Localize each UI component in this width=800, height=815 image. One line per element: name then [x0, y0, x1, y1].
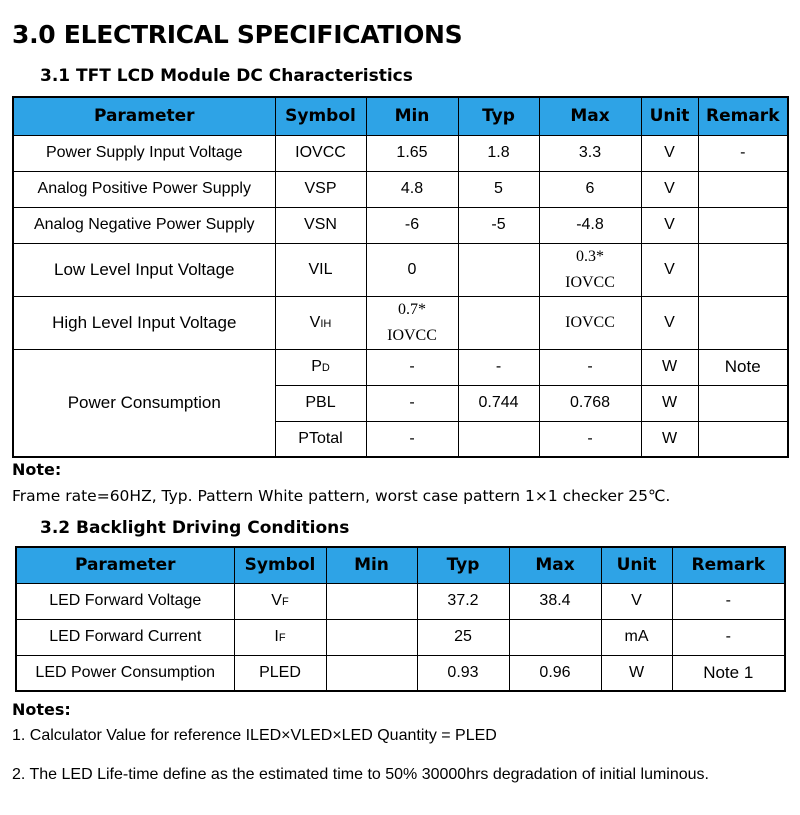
backlight-table — [15, 546, 786, 692]
cell-symbol: VSN — [275, 207, 366, 243]
cell-typ — [458, 421, 539, 457]
cell-min — [326, 583, 417, 619]
cell-remark: Note 1 — [672, 655, 785, 691]
dc-characteristics-table — [12, 96, 789, 458]
cell-symbol: VIL — [275, 243, 366, 296]
cell-typ — [458, 243, 539, 296]
cell-min — [366, 296, 458, 349]
table-row — [13, 171, 788, 207]
page-title: 3.0 ELECTRICAL SPECIFICATIONS — [12, 20, 463, 49]
cell-min: - — [366, 385, 458, 421]
cell-parameter: Analog Negative Power Supply — [13, 207, 275, 243]
notes-heading: Notes: — [12, 700, 71, 719]
header-cell: Symbol — [275, 97, 366, 135]
cell-max: 6 — [539, 171, 641, 207]
cell-unit: V — [601, 583, 672, 619]
symbol-main: P — [311, 358, 322, 375]
table-row — [13, 349, 788, 385]
header-cell: Min — [326, 547, 417, 583]
cell-unit: V — [641, 135, 698, 171]
header-cell: Parameter — [16, 547, 234, 583]
cell-max: IOVCC — [539, 296, 641, 349]
cell-typ: -5 — [458, 207, 539, 243]
cell-parameter: Power Consumption — [13, 349, 275, 457]
cell-max: -4.8 — [539, 207, 641, 243]
header-cell: Typ — [458, 97, 539, 135]
cell-symbol — [234, 583, 326, 619]
header-cell: Unit — [641, 97, 698, 135]
cell-max — [509, 619, 601, 655]
cell-remark: - — [698, 135, 788, 171]
cell-remark — [698, 296, 788, 349]
cell-symbol: PBL — [275, 385, 366, 421]
cell-typ: 1.8 — [458, 135, 539, 171]
cell-typ: 0.744 — [458, 385, 539, 421]
cell-min: -6 — [366, 207, 458, 243]
header-cell: Symbol — [234, 547, 326, 583]
cell-max: - — [539, 349, 641, 385]
symbol-main: V — [309, 313, 321, 331]
cell-parameter: LED Power Consumption — [16, 655, 234, 691]
cell-unit: W — [601, 655, 672, 691]
cell-unit: V — [641, 296, 698, 349]
symbol-subscript: F — [278, 632, 286, 644]
cell-min: 4.8 — [366, 171, 458, 207]
symbol-subscript: D — [321, 362, 330, 374]
section-title-backlight: 3.2 Backlight Driving Conditions — [40, 518, 350, 538]
cell-min — [326, 619, 417, 655]
cell-symbol: VSP — [275, 171, 366, 207]
cell-parameter: Low Level Input Voltage — [13, 243, 275, 296]
cell-symbol — [275, 296, 366, 349]
header-cell: Typ — [417, 547, 509, 583]
symbol-main: I — [274, 628, 279, 645]
min-line2: IOVCC — [387, 326, 437, 344]
table-row — [13, 243, 788, 296]
header-cell: Parameter — [13, 97, 275, 135]
cell-max: 0.768 — [539, 385, 641, 421]
symbol-subscript: IH — [320, 317, 332, 330]
cell-remark: Note — [698, 349, 788, 385]
max-line2: IOVCC — [565, 273, 615, 291]
header-cell: Min — [366, 97, 458, 135]
cell-remark: - — [672, 583, 785, 619]
cell-remark — [698, 171, 788, 207]
cell-remark — [698, 385, 788, 421]
cell-min — [326, 655, 417, 691]
table-row — [13, 207, 788, 243]
cell-typ: 37.2 — [417, 583, 509, 619]
note-text: Frame rate=60HZ, Typ. Pattern White pattern, worst case pattern 1×1 checker 25℃. — [12, 487, 671, 505]
header-cell: Remark — [698, 97, 788, 135]
cell-symbol: IOVCC — [275, 135, 366, 171]
header-cell: Remark — [672, 547, 785, 583]
header-cell: Max — [539, 97, 641, 135]
section-title-dc: 3.1 TFT LCD Module DC Characteristics — [40, 66, 413, 86]
cell-max — [539, 243, 641, 296]
header-cell: Max — [509, 547, 601, 583]
table-header-row — [13, 97, 788, 135]
symbol-main: V — [271, 592, 282, 609]
cell-typ: 5 — [458, 171, 539, 207]
cell-unit: V — [641, 207, 698, 243]
cell-unit: W — [641, 421, 698, 457]
symbol-subscript: F — [281, 596, 289, 608]
cell-parameter: Analog Positive Power Supply — [13, 171, 275, 207]
cell-symbol: PTotal — [275, 421, 366, 457]
header-cell: Unit — [601, 547, 672, 583]
cell-max: 0.96 — [509, 655, 601, 691]
max-line1: 0.3* — [576, 247, 604, 265]
cell-parameter: LED Forward Voltage — [16, 583, 234, 619]
table-row — [16, 619, 785, 655]
cell-min: - — [366, 349, 458, 385]
cell-symbol — [234, 619, 326, 655]
cell-symbol: PLED — [234, 655, 326, 691]
cell-typ: 0.93 — [417, 655, 509, 691]
cell-parameter: High Level Input Voltage — [13, 296, 275, 349]
cell-max: 3.3 — [539, 135, 641, 171]
cell-remark — [698, 207, 788, 243]
cell-min: - — [366, 421, 458, 457]
note-item: 2. The LED Life-time define as the estimated time to 50% 30000hrs degradation of initial luminous. — [12, 766, 709, 783]
cell-remark — [698, 243, 788, 296]
cell-symbol — [275, 349, 366, 385]
cell-unit: V — [641, 171, 698, 207]
cell-min: 0 — [366, 243, 458, 296]
table-row — [13, 135, 788, 171]
cell-max: - — [539, 421, 641, 457]
table-row — [16, 655, 785, 691]
note-heading: Note: — [12, 460, 62, 479]
cell-parameter: LED Forward Current — [16, 619, 234, 655]
cell-unit: W — [641, 385, 698, 421]
cell-typ: 25 — [417, 619, 509, 655]
cell-max: 38.4 — [509, 583, 601, 619]
cell-unit: W — [641, 349, 698, 385]
cell-parameter: Power Supply Input Voltage — [13, 135, 275, 171]
cell-remark: - — [672, 619, 785, 655]
cell-typ — [458, 296, 539, 349]
table-header-row — [16, 547, 785, 583]
table-row — [16, 583, 785, 619]
cell-unit: V — [641, 243, 698, 296]
table-row — [13, 296, 788, 349]
cell-unit: mA — [601, 619, 672, 655]
min-line1: 0.7* — [398, 300, 426, 318]
note-item: 1. Calculator Value for reference ILED×VLED×LED Quantity = PLED — [12, 727, 497, 744]
cell-min: 1.65 — [366, 135, 458, 171]
cell-typ: - — [458, 349, 539, 385]
cell-remark — [698, 421, 788, 457]
